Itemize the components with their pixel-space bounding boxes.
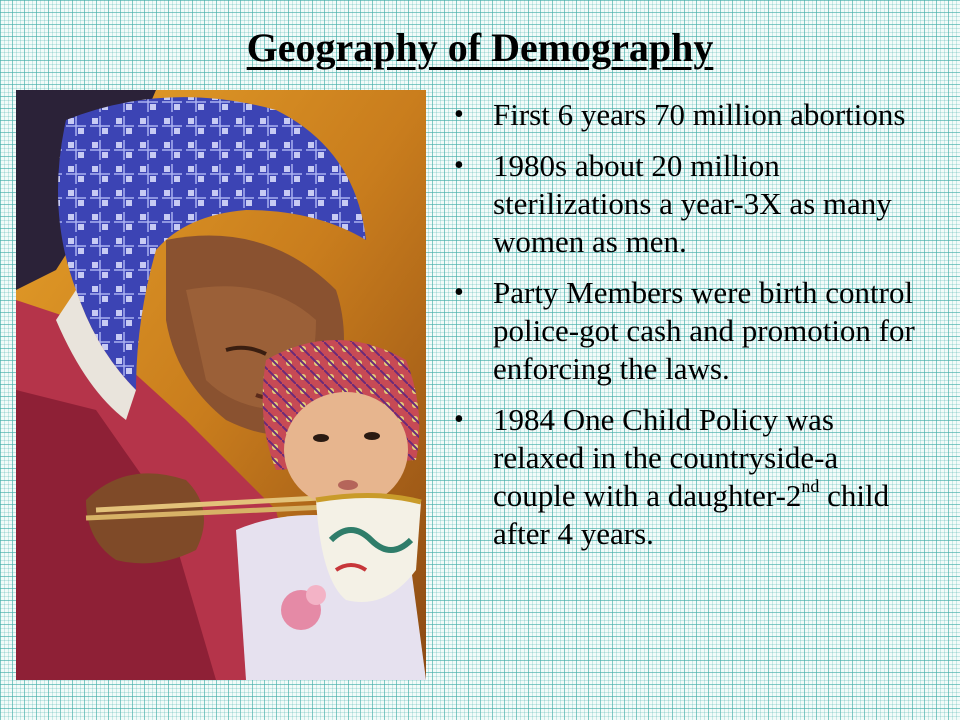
photo-woman-feeding-child — [16, 90, 426, 680]
photo-illustration — [16, 90, 426, 680]
slide-title: Geography of Demography — [246, 25, 714, 70]
bullet-text: 1980s about 20 million sterilizations a year-3X as many women as men. — [493, 148, 892, 259]
bullet-dot: • — [454, 150, 464, 181]
ordinal-superscript: nd — [801, 476, 820, 496]
bullet-dot: • — [454, 99, 464, 130]
bullet-item — [450, 274, 920, 388]
bullet-text-continued: child after 4 years. — [493, 478, 890, 551]
bullet-item — [450, 96, 920, 134]
bullet-item — [450, 147, 920, 261]
bullet-text: First 6 years 70 million abortions — [493, 97, 906, 132]
bullet-list — [450, 96, 920, 566]
bullet-text: Party Members were birth control police-got cash and promotion for enforcing the laws. — [493, 275, 915, 386]
bullet-item — [450, 401, 920, 553]
bullet-dot: • — [454, 277, 464, 308]
bullet-text: 1984 One Child Policy was relaxed in the countryside-a couple with a daughter-2 — [493, 402, 839, 513]
bullet-dot: • — [454, 404, 464, 435]
